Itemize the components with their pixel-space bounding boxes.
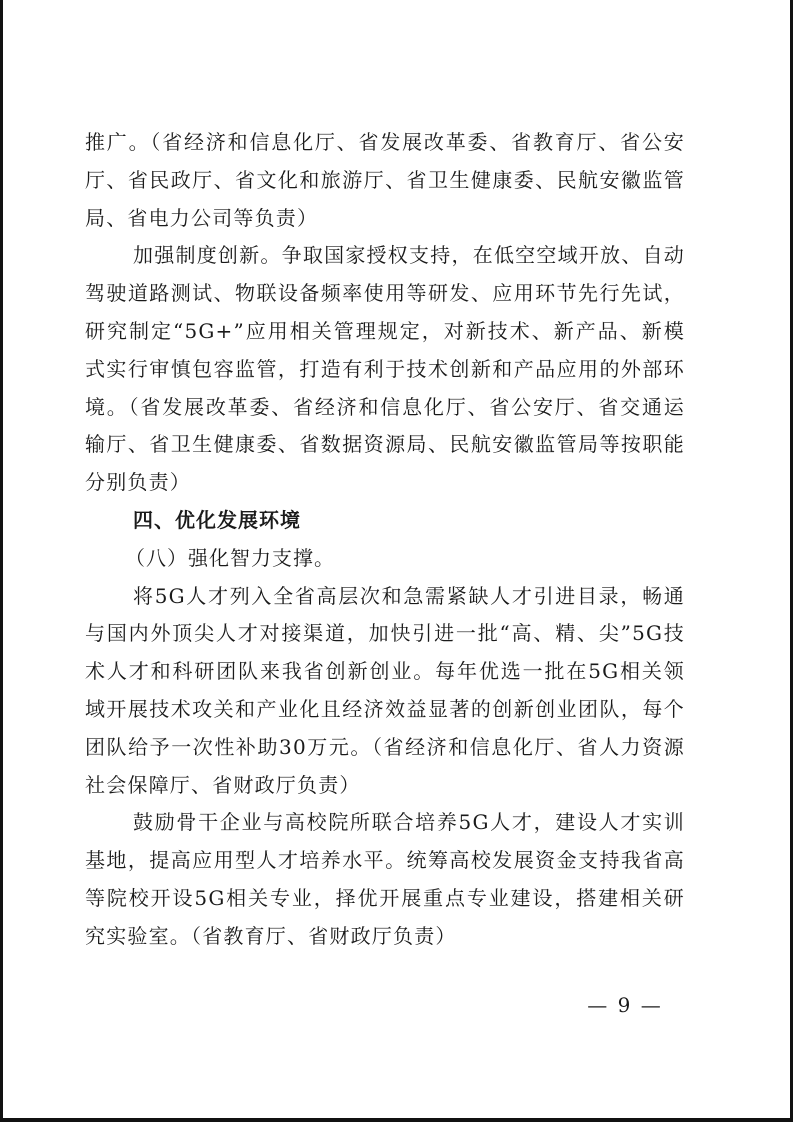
scan-border-left: [0, 0, 3, 1122]
document-body: [85, 124, 685, 956]
paragraph-talent-introduction: 将5G人才列入全省高层次和急需紧缺人才引进目录，畅通与国内外顶尖人才对接渠道，加快引进一批“高、精、尖”5G技术人才和科研团队来我省创新创业。每年优选一批在5G相关领域开展技术攻关和产业化且经济效益显著的创新创业团队，每个团队给予一次性补助30万元。（省经济和信息化厅、省人力资源社会保障厅、省财政厅负责）: [85, 583, 685, 797]
paragraph-continuation: 推广。（省经济和信息化厅、省发展改革委、省教育厅、省公安厅、省民政厅、省文化和旅游厅、省卫生健康委、民航安徽监管局、省电力公司等负责）: [85, 130, 685, 230]
paragraph-institutional-innovation: 加强制度创新。争取国家授权支持，在低空空域开放、自动驾驶道路测试、物联设备频率使用等研发、应用环节先行先试，研究制定“5G+”应用相关管理规定，对新技术、新产品、新模式实行审慎包容监管，打造有利于技术创新和产品应用的外部环境。（省发展改革委、省经济和信息化厅、省公安厅、省交通运输厅、省卫生健康委、省数据资源局、民航安徽监管局等按职能分别负责）: [85, 243, 685, 495]
subsection-heading: （八）强化智力支撑。: [125, 545, 335, 570]
page-number: — 9 —: [587, 993, 663, 1017]
section-heading: 四、优化发展环境: [133, 507, 301, 532]
scan-border-bottom: [0, 1118, 793, 1122]
paragraph-talent-training: 鼓励骨干企业与高校院所联合培养5G人才，建设人才实训基地，提高应用型人才培养水平。统筹高校发展资金支持我省高等院校开设5G相关专业，择优开展重点专业建设，搭建相关研究实验室。（省教育厅、省财政厅负责）: [85, 810, 685, 948]
